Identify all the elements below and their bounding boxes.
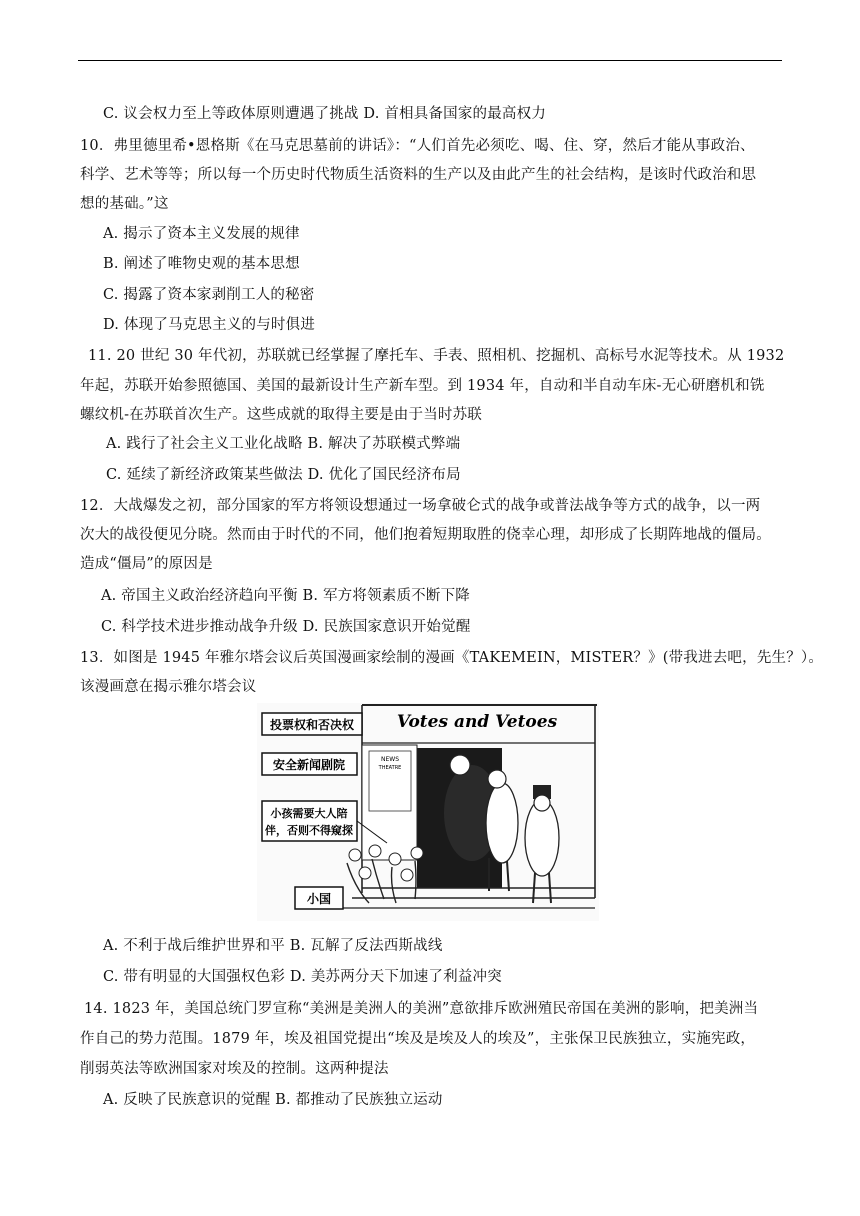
q9-options-cd: C. 议会权力至上等政体原则遭遇了挑战 D. 首相具备国家的最高权力	[103, 106, 547, 122]
q13-options-ab: A. 不利于战后维护世界和平 B. 瓦解了反法西斯战线	[103, 938, 443, 954]
q14-stem-line-1: 14. 1823 年，美国总统门罗宣称“美洲是美洲人的美洲”意欲排斥欧洲殖民帝国在美洲的影响，把美洲当	[84, 1001, 759, 1017]
q12-stem-line-3: 造成“僵局”的原因是	[80, 556, 213, 572]
votes-vetoes-sign: Votes and Vetoes	[396, 712, 558, 732]
q12-options-ab: A. 帝国主义政治经济趋向平衡 B. 军方将领素质不断下降	[101, 588, 470, 604]
yalta-cartoon-image	[257, 703, 599, 921]
q10-stem-line-2: 科学、艺术等等；所以每一个历史时代物质生活资料的生产以及由此产生的社会结构，是该时代政治和思	[80, 167, 757, 183]
q10-stem-line-3: 想的基础。”这	[80, 196, 169, 212]
q10-option-d: D. 体现了马克思主义的与时俱进	[103, 317, 316, 333]
q14-stem-line-2: 作自己的势力范围。1879 年，埃及祖国党提出“埃及是埃及人的埃及”，主张保卫民族独立，实施宪政，	[80, 1031, 756, 1047]
q13-options-cd: C. 带有明显的大国强权色彩 D. 美苏两分天下加速了利益冲突	[103, 969, 502, 985]
poster-line-b: THEATRE	[378, 765, 402, 771]
cartoon-label-child-2: 伴，否则不得窥探	[265, 824, 353, 837]
q11-options-cd: C. 延续了新经济政策某些做法 D. 优化了国民经济布局	[106, 467, 461, 483]
cartoon-label-theatre: 安全新闻剧院	[272, 758, 346, 772]
q14-options-ab: A. 反映了民族意识的觉醒 B. 都推动了民族独立运动	[103, 1092, 443, 1108]
header-rule	[78, 60, 782, 61]
cartoon-label-small-country: 小国	[306, 892, 332, 906]
q12-stem-line-1: 12．大战爆发之初，部分国家的军方将领设想通过一场拿破仑式的战争或普法战争等方式的战争，以一两	[80, 498, 761, 514]
q12-options-cd: C. 科学技术进步推动战争升级 D. 民族国家意识开始觉醒	[101, 619, 471, 635]
q11-stem-line-1: 11. 20 世纪 30 年代初，苏联就已经掌握了摩托车、手表、照相机、挖掘机、高标号水泥等技术。从 1932	[88, 348, 785, 364]
q11-stem-line-2: 年起，苏联开始参照德国、美国的最新设计生产新车型。到 1934 年，自动和半自动车床-无心研磨机和铣	[80, 378, 765, 394]
q10-option-a: A. 揭示了资本主义发展的规律	[103, 226, 300, 242]
poster-line-a: NEWS	[380, 756, 400, 763]
q12-stem-line-2: 次大的战役便见分晓。然而由于时代的不同，他们抱着短期取胜的侥幸心理，却形成了长期阵地战的僵局。	[80, 527, 771, 543]
q10-option-c: C. 揭露了资本家剥削工人的秘密	[103, 287, 315, 303]
q11-options-ab: A. 践行了社会主义工业化战略 B. 解决了苏联模式弊端	[106, 436, 461, 452]
q10-stem-line-1: 10．弗里德里希•恩格斯《在马克思墓前的讲话》：“人们首先必须吃、喝、住、穿，然后才能从事政治、	[80, 138, 755, 154]
q14-stem-line-3: 削弱英法等欧洲国家对埃及的控制。这两种提法	[80, 1061, 389, 1077]
cartoon-label-child-1: 小孩需要大人陪	[270, 807, 348, 820]
q13-stem-line-1: 13．如图是 1945 年雅尔塔会议后英国漫画家绘制的漫画《TAKEMEIN，MISTER？》(带我进去吧，先生？）。	[80, 650, 824, 666]
cartoon-label-votes: 投票权和否决权	[269, 718, 355, 732]
q11-stem-line-3: 螺纹机-在苏联首次生产。这些成就的取得主要是由于当时苏联	[80, 407, 482, 423]
q10-option-b: B. 阐述了唯物史观的基本思想	[103, 256, 300, 272]
q13-stem-line-2: 该漫画意在揭示雅尔塔会议	[80, 679, 257, 695]
